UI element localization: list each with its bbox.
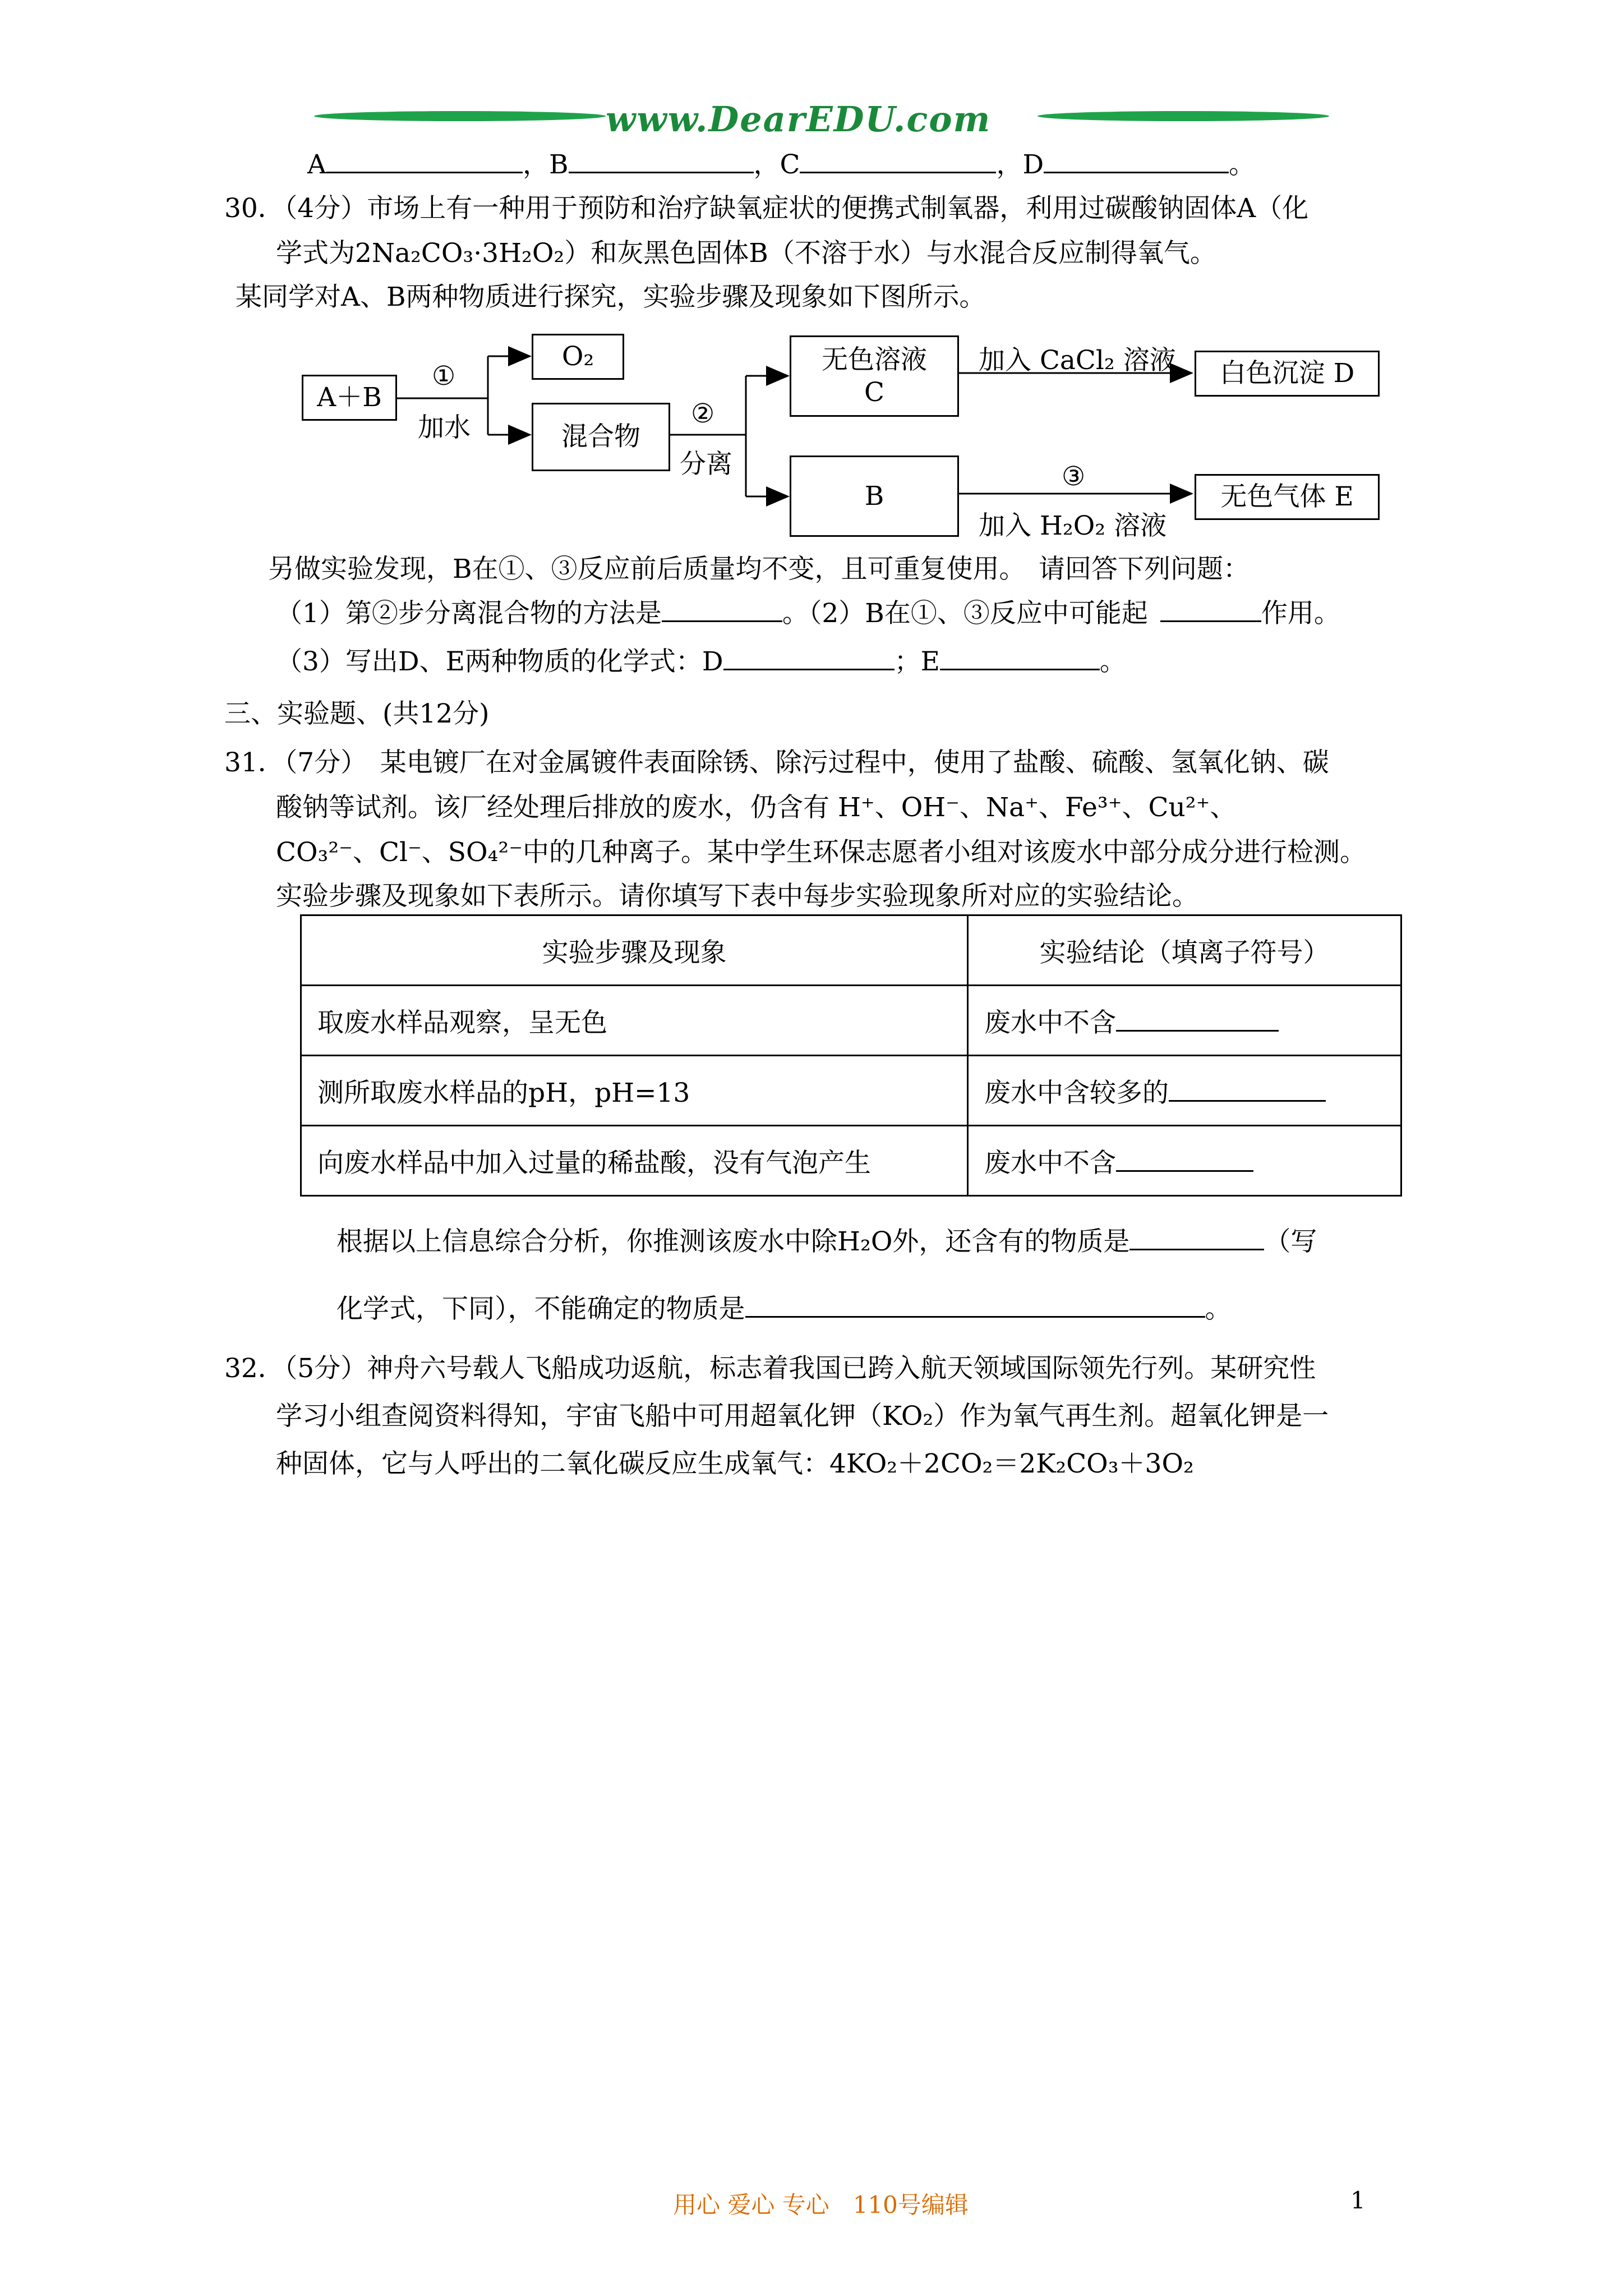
- q30-formula: 2Na₂CO₃·3H₂O₂: [355, 238, 565, 269]
- q32-line-1: 32．（5分）神舟六号载人飞船成功返航，标志着我国已跨入航天领域国际领先行列。某研究性: [224, 1353, 1316, 1384]
- site-logo[interactable]: www.DearEDU.com: [606, 99, 992, 140]
- q31-conclusion-line-2: [336, 1291, 1232, 1326]
- q31-line-2: 酸钠等试剂。该厂经处理后排放的废水，仍含有 H⁺、OH⁻、Na⁺、Fe³⁺、Cu²⁺、: [276, 792, 1237, 823]
- table-cell-conclusion: [968, 1056, 1401, 1126]
- page-number: 1: [1350, 2187, 1366, 2214]
- q31-conclusion-text-2: 化学式，下同），不能确定的物质是: [336, 1294, 745, 1324]
- conclusion-blank[interactable]: [1169, 1075, 1326, 1102]
- q30-sub1-text: （1）第②步分离混合物的方法是: [276, 598, 662, 629]
- table-row: [301, 1126, 1401, 1196]
- table-cell-step: 取废水样品观察，呈无色: [301, 986, 968, 1056]
- flow-box-b: B: [790, 455, 959, 537]
- flow-label-add-cacl2: 加入 CaCl₂ 溶液: [979, 345, 1176, 376]
- flow-box-o2: O₂: [532, 334, 624, 380]
- flow-label-separate: 分离: [680, 449, 732, 480]
- flow-box-mixture: 混合物: [532, 403, 670, 471]
- footer-text: 用心 爱心 专心 110号编辑: [673, 2191, 969, 2219]
- q30-line-2-post: ）和灰黑色固体B（不溶于水）与水混合反应制得氧气。: [564, 238, 1216, 269]
- q31-conclusion-write: （写: [1264, 1226, 1317, 1257]
- q30-sub2-end: 作用。: [1261, 598, 1340, 629]
- flow-box-colorless-gas: 无色气体 E: [1195, 474, 1380, 520]
- flow-label-add-h2o2: 加入 H₂O₂ 溶液: [979, 510, 1167, 541]
- q30-line-2-pre: 学式为: [276, 238, 355, 269]
- q30-after-diagram: 另做实验发现，B在①、③反应前后质量均不变，且可重复使用。 请回答下列问题：: [268, 554, 1250, 585]
- conclusion-blank[interactable]: [1116, 1145, 1253, 1172]
- section-3-title: 三、实验题、(共12分): [224, 698, 490, 729]
- flow-step-3: ③: [1062, 461, 1086, 492]
- q30-sub3-blank-e[interactable]: [940, 644, 1100, 670]
- q30-sub2-blank[interactable]: [1160, 596, 1261, 622]
- q31-conclusion-blank-2[interactable]: [745, 1291, 1205, 1318]
- q30-sub3-end: 。: [1099, 646, 1126, 677]
- q30-sub3-text: （3）写出D、E两种物质的化学式：D: [276, 646, 723, 677]
- q29-label-a: A: [307, 149, 326, 180]
- q30-sub2-text: 。（2）B在①、③反应中可能起: [782, 598, 1148, 629]
- q29-label-c: ，C: [753, 149, 800, 180]
- q32-line-2: 学习小组查阅资料得知，宇宙飞船中可用超氧化钾（KO₂）作为氧气再生剂。超氧化钾是一: [276, 1401, 1329, 1432]
- table-header-conclusion: 实验结论（填离子符号）: [968, 915, 1401, 986]
- experiment-table: [300, 914, 1402, 1197]
- q32-line-3: 种固体，它与人呼出的二氧化碳反应生成氧气：4KO₂＋2CO₂＝2K₂CO₃＋3O₂: [276, 1448, 1194, 1479]
- q30-line-1: 30．（4分）市场上有一种用于预防和治疗缺氧症状的便携式制氧器，利用过碳酸钠固体A（化: [224, 193, 1309, 224]
- flow-label-add-water: 加水: [418, 412, 471, 443]
- table-header-row: [301, 915, 1401, 986]
- table-cell-step: 向废水样品中加入过量的稀盐酸，没有气泡产生: [301, 1126, 968, 1196]
- q30-sub3-blank-d[interactable]: [723, 644, 895, 670]
- q30-sub1-blank[interactable]: [662, 596, 782, 622]
- table-cell-conclusion: [968, 986, 1401, 1056]
- q31-conclusion-line-1: [336, 1224, 1317, 1259]
- flow-box-ab: A＋B: [302, 375, 397, 421]
- q29-label-b: ，B: [522, 149, 569, 180]
- q31-line-4: 实验步骤及现象如下表所示。请你填写下表中每步实验现象所对应的实验结论。: [276, 881, 1198, 912]
- q31-conclusion-blank-1[interactable]: [1129, 1224, 1264, 1250]
- flow-box-colorless-solution-label: 无色溶液: [822, 344, 927, 375]
- flow-box-white-ppt: 白色沉淀 D: [1195, 351, 1380, 397]
- q31-line-1: 31．（7分） 某电镀厂在对金属镀件表面除锈、除污过程中，使用了盐酸、硫酸、氢氧化钠、碳: [224, 747, 1329, 778]
- q30-line-3: 某同学对A、B两种物质进行探究，实验步骤及现象如下图所示。: [236, 282, 986, 312]
- flow-box-colorless-solution: [790, 335, 959, 417]
- q31-conclusion-text-1: 根据以上信息综合分析，你推测该废水中除H₂O外，还含有的物质是: [336, 1226, 1130, 1257]
- table-row: [301, 986, 1401, 1056]
- q29-end: 。: [1229, 149, 1256, 180]
- q30-sub1-line: [276, 596, 1340, 631]
- conclusion-text: 废水中含较多的: [984, 1077, 1169, 1108]
- q30-sub3-label-e: ；E: [894, 646, 940, 677]
- conclusion-blank[interactable]: [1116, 1005, 1279, 1032]
- conclusion-text: 废水中不含: [984, 1007, 1116, 1038]
- q31-line-3: CO₃²⁻、Cl⁻、SO₄²⁻中的几种离子。某中学生环保志愿者小组对该废水中部分成分进行检测。: [276, 837, 1367, 868]
- table-cell-conclusion: [968, 1126, 1401, 1196]
- q31-conclusion-end: 。: [1205, 1294, 1232, 1324]
- flow-step-1: ①: [432, 361, 456, 392]
- flow-box-c-label: C: [864, 376, 884, 408]
- conclusion-text: 废水中不含: [984, 1147, 1116, 1179]
- table-header-steps: 实验步骤及现象: [301, 915, 968, 986]
- table-cell-step: 测所取废水样品的pH，pH=13: [301, 1056, 968, 1126]
- q30-sub3-line: [276, 644, 1126, 679]
- q29-label-d: ，D: [996, 149, 1044, 180]
- flow-step-2: ②: [691, 398, 715, 429]
- table-row: [301, 1056, 1401, 1126]
